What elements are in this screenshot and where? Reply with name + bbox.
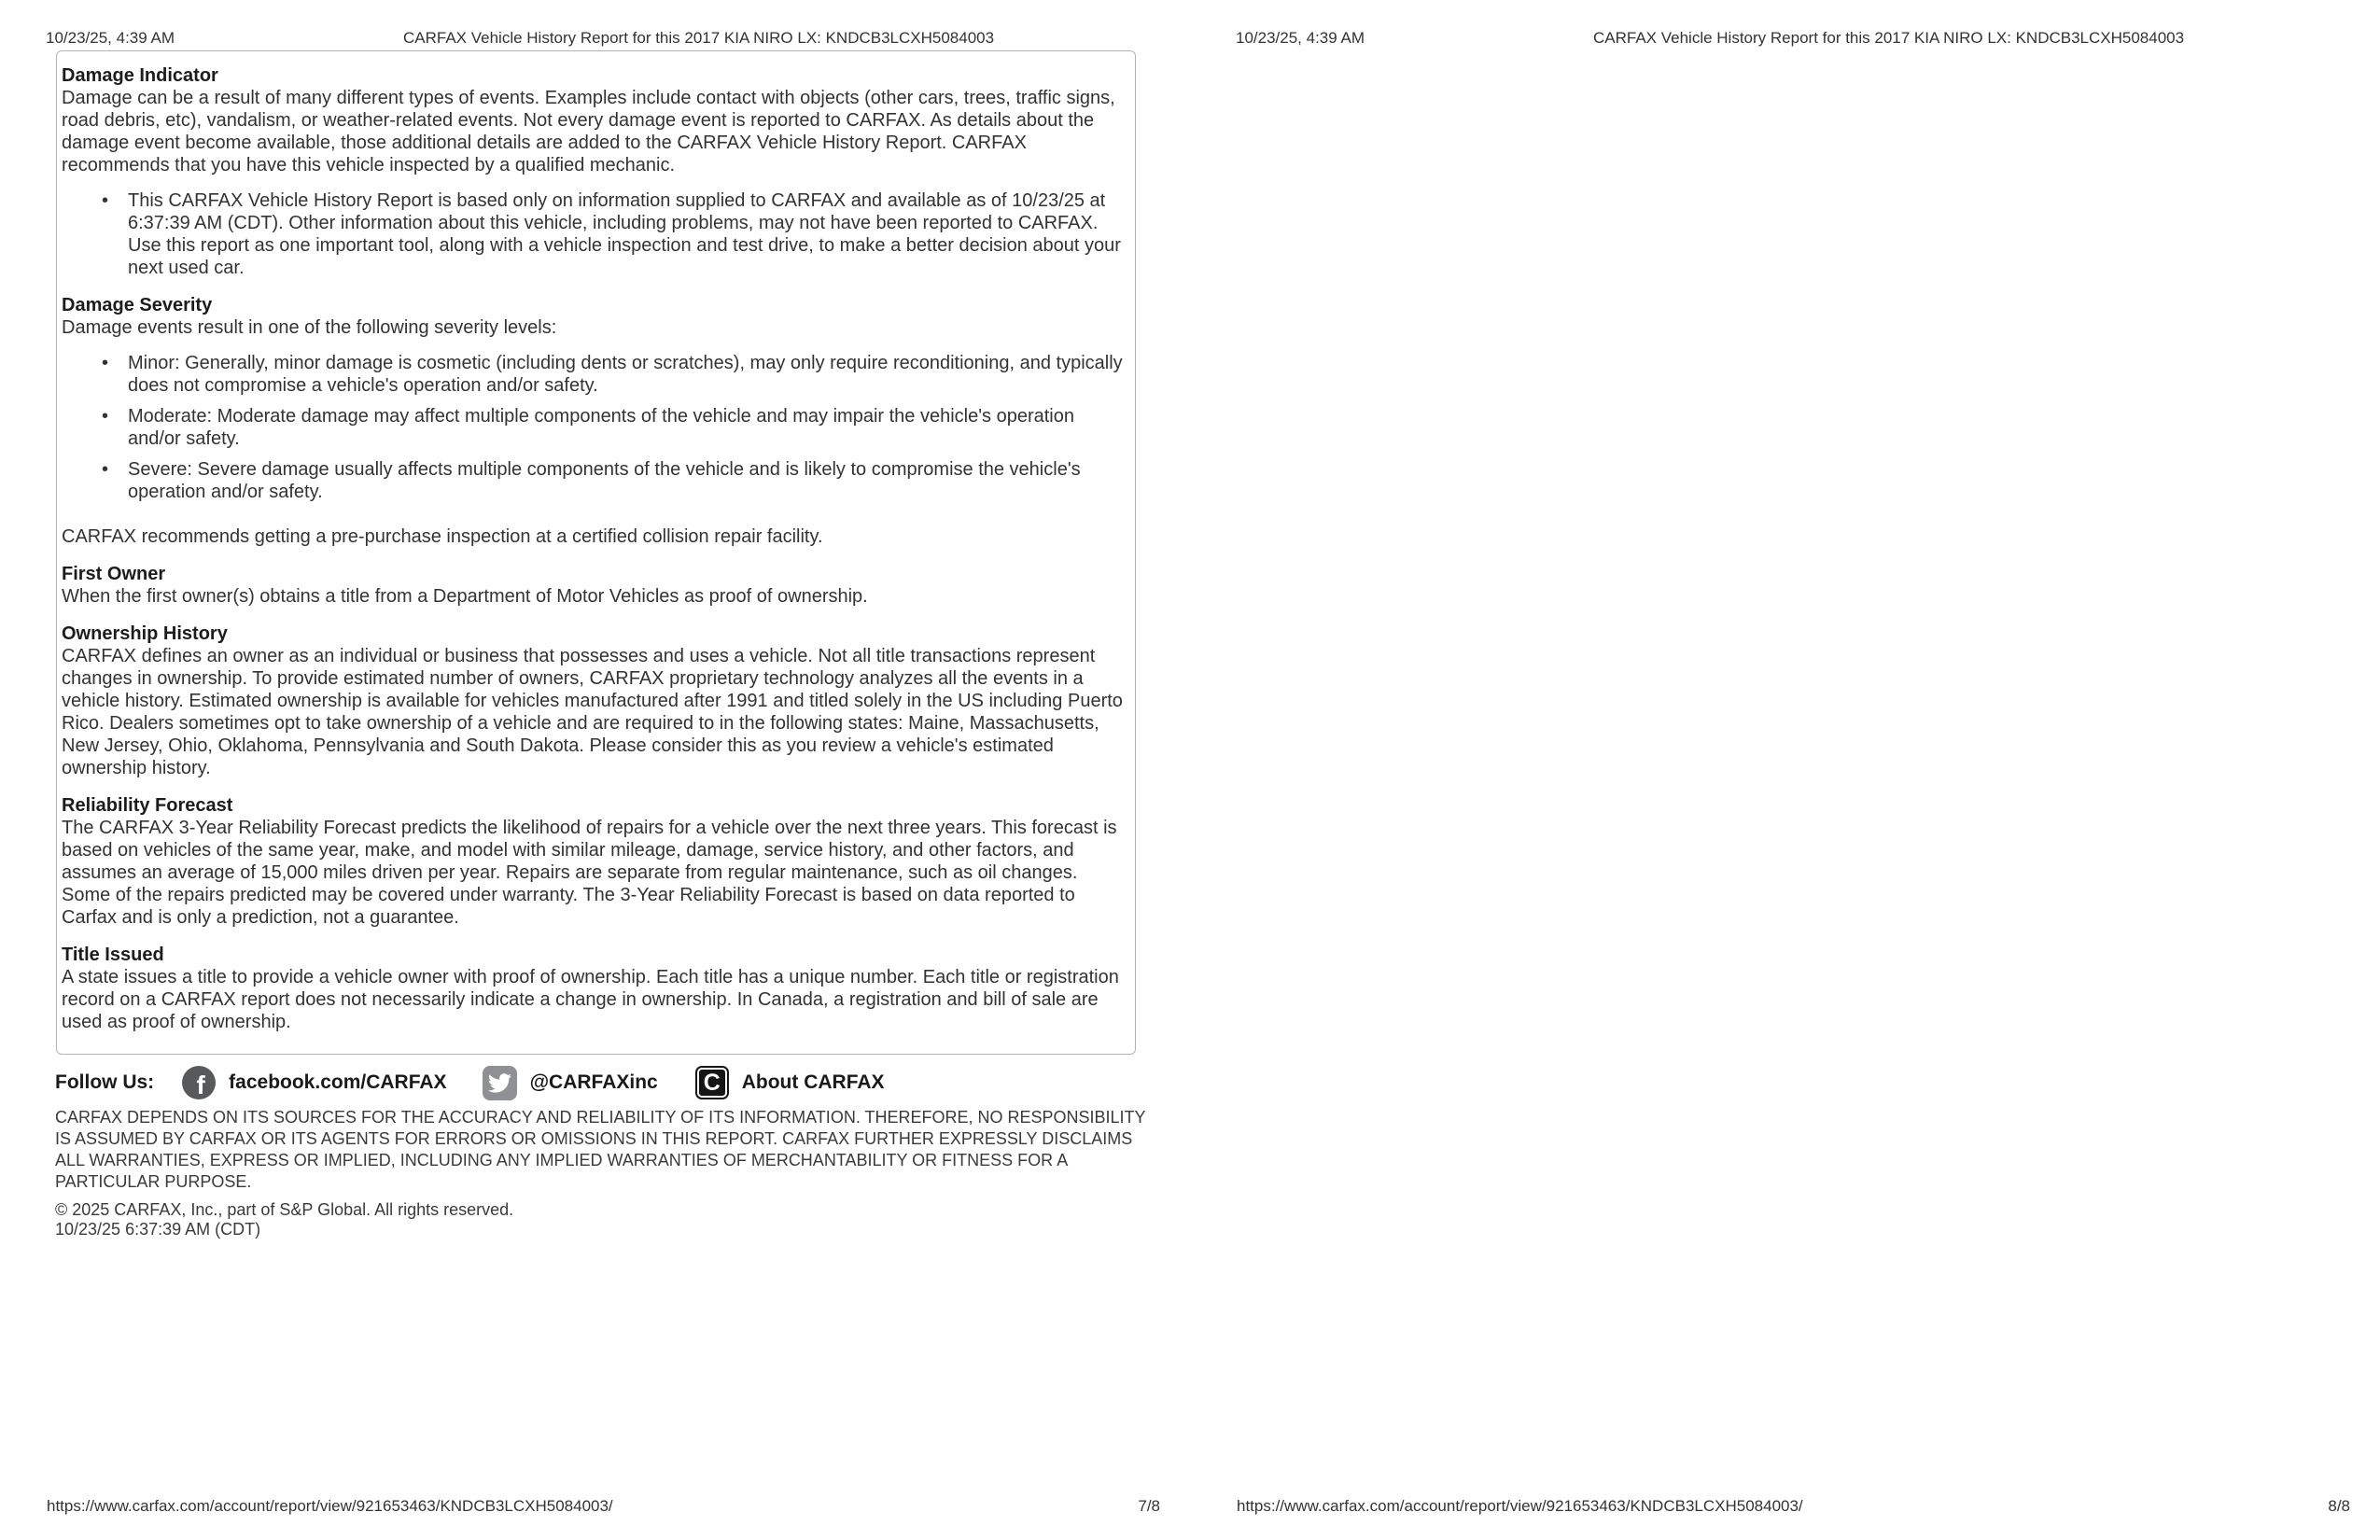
damage-indicator-bullets [62,189,1126,279]
list-item: • Minor: Generally, minor damage is cosmetic (including dents or scratches), may only require reconditioning, and typically does not compromise a vehicle's operation and/or safety. [128,352,1126,397]
copyright-line: © 2025 CARFAX, Inc., part of S&P Global. All rights reserved. [55,1200,514,1219]
print-footer-url: https://www.carfax.com/account/report/view/921653463/KNDCB3LCXH5084003/ [47,1497,613,1515]
section-heading-damage-indicator: Damage Indicator [62,65,218,86]
list-item: • This CARFAX Vehicle History Report is based only on information supplied to CARFAX and available as of 10/23/25 at 6:37:39 AM (CDT). Other information about this vehicle, including problems, may not have been reported to CARFAX. Use this report as one important tool, along with a vehicle inspection and test drive, to make a better decision about your next used car. [128,189,1126,279]
print-footer [1237,1497,2350,1516]
section-heading-damage-severity: Damage Severity [62,295,213,315]
section-heading-ownership-history: Ownership History [62,623,228,644]
ownership-history-body: CARFAX defines an owner as an individual or business that possesses and uses a vehicle. Not all title transactions represent changes in ownership. To provide estimated number of owners, CARFAX proprietary technology analyzes all the events in a vehicle history. Estimated ownership is available for vehicles manufactured after 1991 and titled solely in the US including Puerto Rico. Dealers sometimes opt to take ownership of a vehicle and are required to in the following states: Maine, Massachusetts, New Jersey, Ohio, Oklahoma, Pennsylvania and South Dakota. Please consider this as you review a vehicle's estimated ownership history. [62,646,1123,778]
list-item: • Severe: Severe damage usually affects multiple components of the vehicle and is likely to compromise the vehicle's operation and/or safety. [128,458,1126,503]
legal-disclaimer: CARFAX DEPENDS ON ITS SOURCES FOR THE ACCURACY AND RELIABILITY OF ITS INFORMATION. THEREFORE, NO RESPONSIBILITY IS ASSUMED BY CARFAX OR ITS AGENTS FOR ERRORS OR OMISSIONS IN THIS REPORT. CARFAX FURTHER EXPRESSLY DISCLAIMS ALL WARRANTIES, EXPRESS OR IMPLIED, INCLUDING ANY IMPLIED WARRANTIES OF MERCHANTABILITY OR FITNESS FOR A PARTICULAR PURPOSE. [55,1108,1146,1191]
print-header-title: CARFAX Vehicle History Report for this 2017 KIA NIRO LX: KNDCB3LCXH5084003 [403,29,995,47]
print-header-timestamp: 10/23/25, 4:39 AM [1236,29,1365,47]
print-footer [47,1497,1160,1516]
twitter-bird-glyph [488,1071,511,1095]
carfax-c-glyph: C [703,1069,721,1096]
twitter-link[interactable]: @CARFAXinc [529,1071,658,1093]
title-issued-body: A state issues a title to provide a vehicle owner with proof of ownership. Each title has a unique number. Each title or registration record on a CARFAX report does not necessarily indicate a change in ownership. In Canada, a registration and bill of sale are used as proof of ownership. [62,967,1119,1032]
glossary-box [56,50,1136,1055]
page-number: 7/8 [1138,1497,1160,1515]
damage-severity-bullets [62,352,1126,503]
generated-timestamp: 10/23/25 6:37:39 AM (CDT) [55,1220,261,1239]
about-carfax-link[interactable]: About CARFAX [741,1071,885,1093]
facebook-link[interactable]: facebook.com/CARFAX [229,1071,447,1093]
twitter-bird-icon[interactable] [483,1066,517,1100]
inspection-recommendation: CARFAX recommends getting a pre-purchase inspection at a certified collision repair facility. [62,526,823,547]
section-heading-reliability-forecast: Reliability Forecast [62,795,233,816]
damage-severity-intro: Damage events result in one of the following severity levels: [62,317,557,338]
list-item: • Moderate: Moderate damage may affect multiple components of the vehicle and may impair the vehicle's operation and/or safety. [128,405,1126,450]
section-heading-first-owner: First Owner [62,564,166,584]
printed-page-8 [1190,0,2380,1540]
print-header-title: CARFAX Vehicle History Report for this 2017 KIA NIRO LX: KNDCB3LCXH5084003 [1593,29,2185,47]
section-heading-title-issued: Title Issued [62,945,164,965]
follow-us-row [55,1065,885,1100]
follow-us-label: Follow Us: [55,1071,155,1093]
legal-block [55,1107,1147,1239]
facebook-icon[interactable] [182,1066,216,1099]
carfax-c-icon[interactable] [695,1066,729,1099]
reliability-forecast-body: The CARFAX 3-Year Reliability Forecast predicts the likelihood of repairs for a vehicle over the next three years. This forecast is based on vehicles of the same year, make, and model with similar mileage, damage, service history, and other factors, and assumes an average of 15,000 miles driven per year. Repairs are separate from regular maintenance, such as oil changes. Some of the repairs predicted may be covered under warranty. The 3-Year Reliability Forecast is based on data reported to Carfax and is only a prediction, not a guarantee. [62,818,1117,928]
print-footer-url: https://www.carfax.com/account/report/view/921653463/KNDCB3LCXH5084003/ [1237,1497,1803,1515]
print-header-timestamp: 10/23/25, 4:39 AM [46,29,175,47]
facebook-f-glyph: f [196,1071,205,1099]
damage-indicator-body: Damage can be a result of many different types of events. Examples include contact with objects (other cars, trees, traffic signs, road debris, etc), vandalism, or weather-related events. Not every damage event is reported to CARFAX. As details about the damage event become available, those additional details are added to the CARFAX Vehicle History Report. CARFAX recommends that you have this vehicle inspected by a qualified mechanic. [62,88,1115,175]
first-owner-body: When the first owner(s) obtains a title from a Department of Motor Vehicles as proof of ownership. [62,586,868,607]
page-number: 8/8 [2328,1497,2350,1515]
